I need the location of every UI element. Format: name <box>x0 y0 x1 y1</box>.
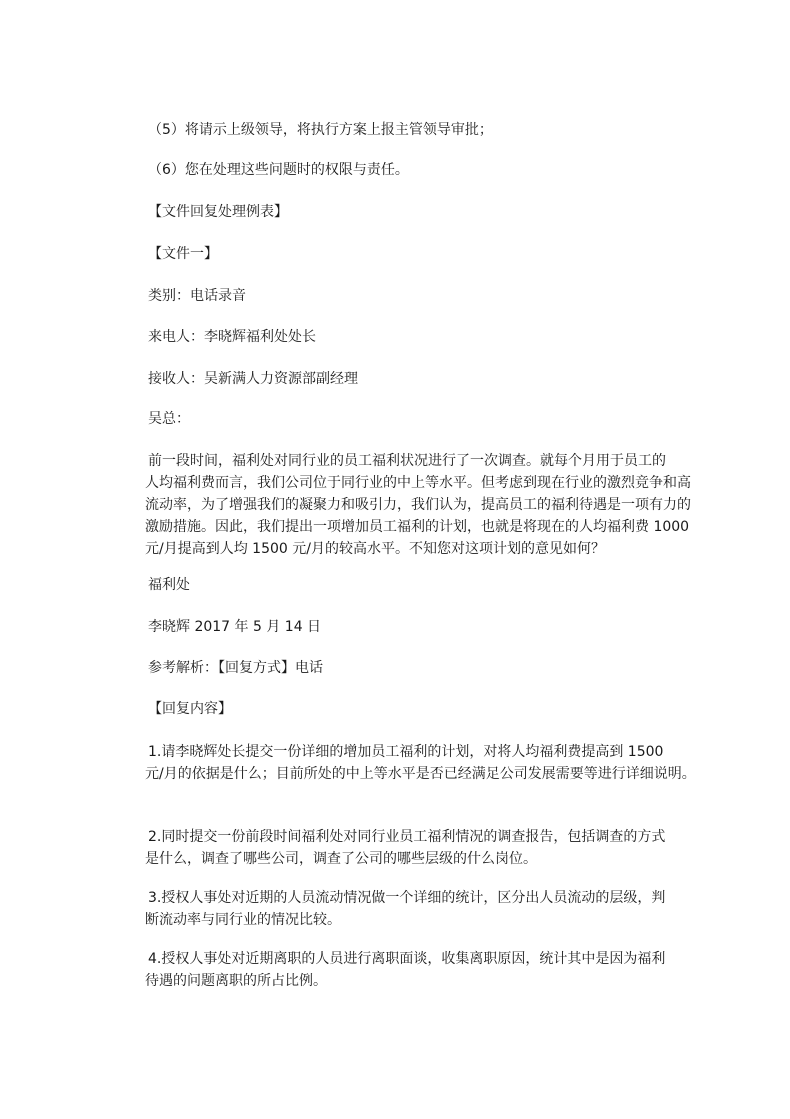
reply-line: 元/月的依据是什么；目前所处的中上等水平是否已经满足公司发展需要等进行详细说明。 <box>145 766 696 782</box>
reply-line: 1.请李晓辉处长提交一份详细的增加员工福利的计划，对将人均福利费提高到 1500 <box>148 744 664 760</box>
section-heading: 【文件回复处理例表】 <box>148 204 288 220</box>
signoff-date: 李晓辉 2017 年 5 月 14 日 <box>148 619 322 635</box>
letter-body-line: 激励措施。因此，我们提出一项增加员工福利的计划，也就是将现在的人均福利费 1000 <box>145 519 690 535</box>
signoff-dept: 福利处 <box>148 577 190 593</box>
letter-body-line: 前一段时间，福利处对同行业的员工福利状况进行了一次调查。就每个月用于员工的 <box>148 453 666 469</box>
reply-item-2 <box>145 826 670 870</box>
reply-item-3 <box>145 887 670 931</box>
reply-line: 是什么，调查了哪些公司，调查了公司的哪些层级的什么岗位。 <box>145 851 537 867</box>
file-heading: 【文件一】 <box>148 246 218 262</box>
letter-body-line: 人均福利费而言，我们公司位于同行业的中上等水平。但考虑到现在行业的激烈竞争和高 <box>145 475 691 491</box>
reply-line: 3.授权人事处对近期的人员流动情况做一个详细的统计，区分出人员流动的层级，判 <box>148 890 666 906</box>
meta-caller: 来电人：李晓辉福利处处长 <box>148 329 316 345</box>
reply-item-4 <box>145 948 670 992</box>
item-5: （5）将请示上级领导，将执行方案上报主管领导审批； <box>148 122 493 138</box>
analysis: 参考解析：【回复方式】电话 <box>148 660 323 676</box>
reply-line: 4.授权人事处对近期离职的人员进行离职面谈，收集离职原因，统计其中是因为福利 <box>148 951 666 967</box>
reply-heading: 【回复内容】 <box>148 701 232 717</box>
reply-line: 待遇的问题离职的所占比例。 <box>145 973 327 989</box>
meta-category: 类别：电话录音 <box>148 288 246 304</box>
meta-receiver: 接收人：吴新满人力资源部副经理 <box>148 371 358 387</box>
item-6: （6）您在处理这些问题时的权限与责任。 <box>148 162 409 178</box>
letter-body-line: 元/月提高到人均 1500 元/月的较高水平。不知您对这项计划的意见如何？ <box>145 541 605 557</box>
salutation: 吴总： <box>148 411 190 427</box>
reply-line: 2.同时提交一份前段时间福利处对同行业员工福利情况的调查报告，包括调查的方式 <box>148 829 666 845</box>
letter-body-line: 流动率，为了增强我们的凝聚力和吸引力，我们认为，提高员工的福利待遇是一项有力的 <box>145 497 691 513</box>
letter-body <box>145 450 691 560</box>
reply-line: 断流动率与同行业的情况比较。 <box>145 912 341 928</box>
reply-item-1 <box>145 741 696 785</box>
